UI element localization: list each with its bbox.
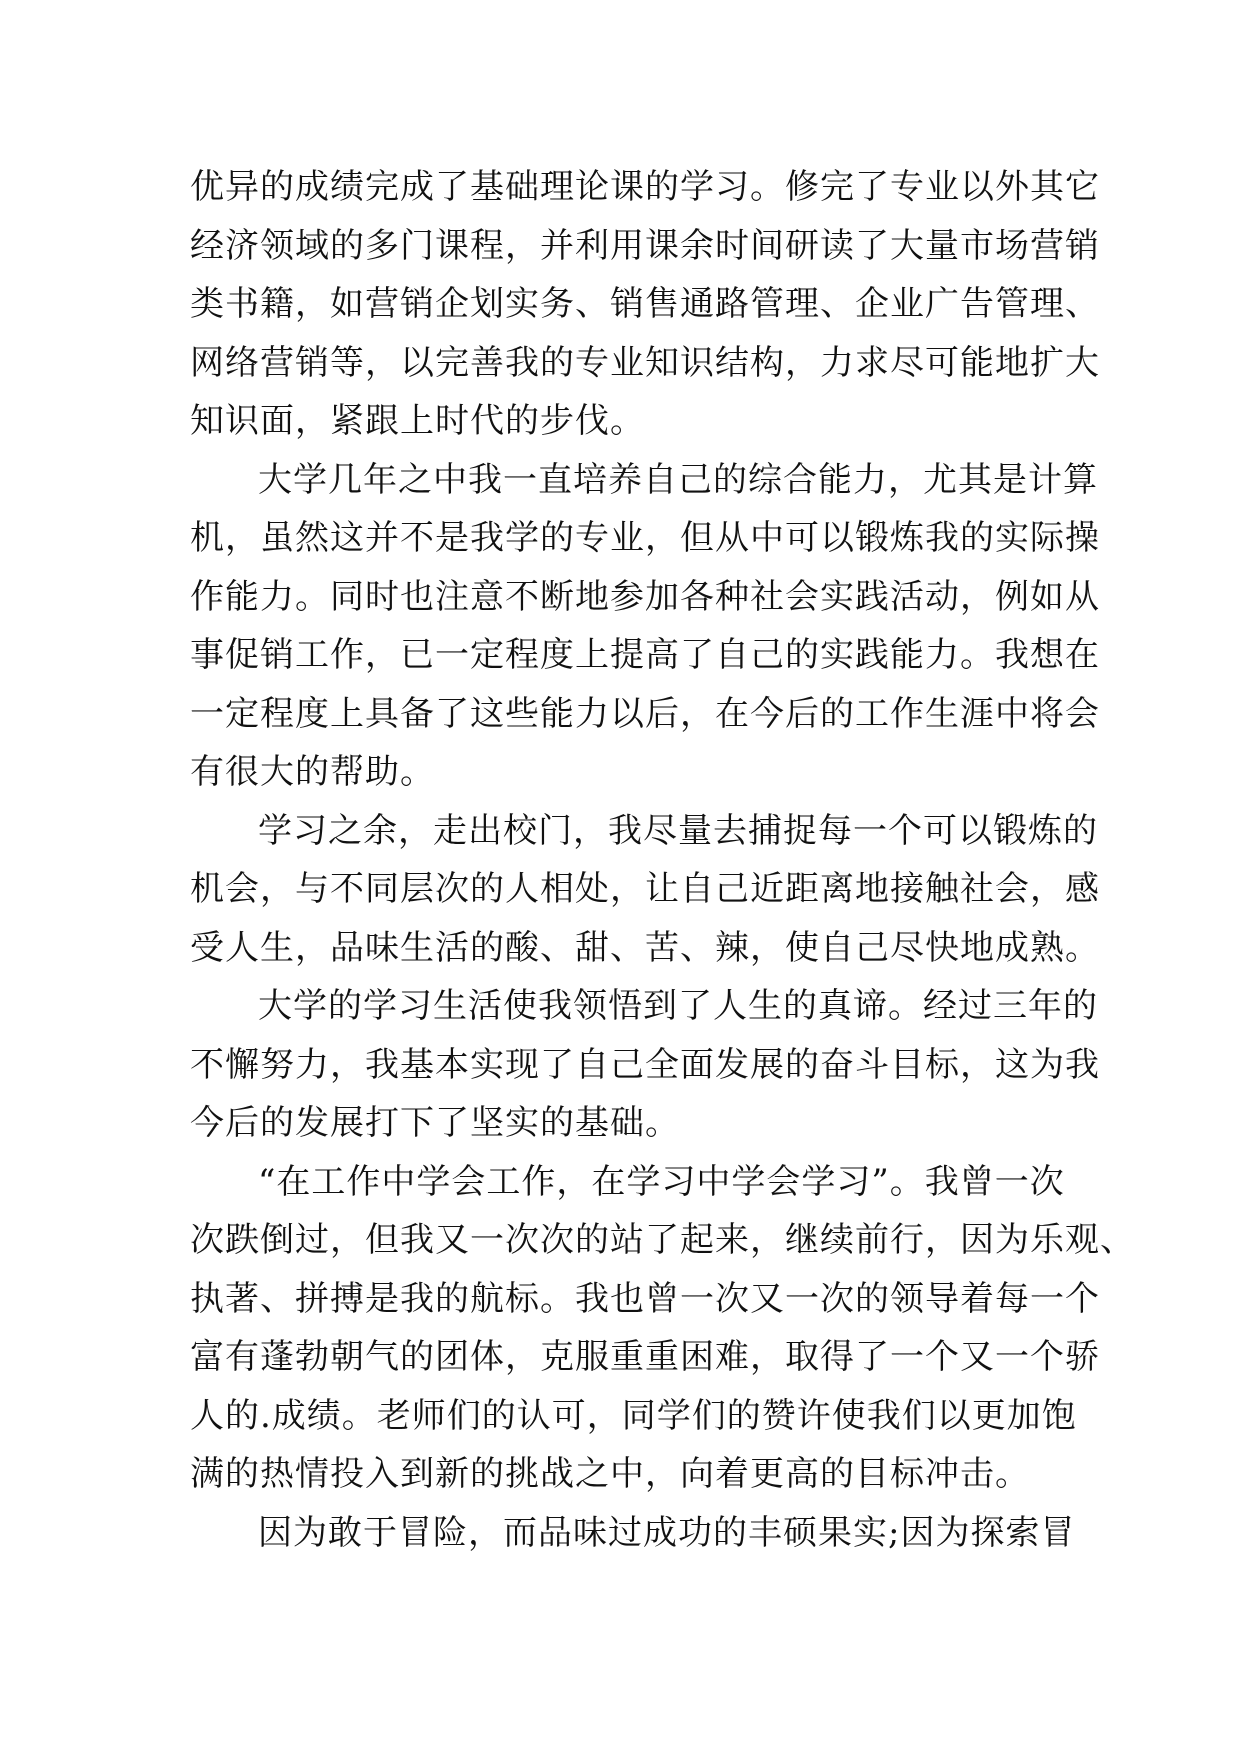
text-line: 类书籍，如营销企划实务、销售通路管理、企业广告管理、 (190, 284, 1100, 324)
text-line: 一定程度上具备了这些能力以后，在今后的工作生涯中将会 (190, 693, 1100, 734)
paragraph-first-line: 因为敢于冒险，而品味过成功的丰硕果实;因为探索冒 (258, 1512, 1076, 1553)
paragraph-first-line: 大学几年之中我一直培养自己的综合能力，尤其是计算 (258, 459, 1098, 500)
paragraph-first-line: “在工作中学会工作，在学习中学会学习”。我曾一次 (258, 1161, 1065, 1202)
text-line: 富有蓬勃朝气的团体，克服重重困难，取得了一个又一个骄 (190, 1337, 1100, 1377)
document-body (190, 158, 1135, 1562)
text-line: 知识面，紧跟上时代的步伐。 (190, 401, 645, 441)
paragraph-first-line: 学习之余，走出校门，我尽量去捕捉每一个可以锻炼的 (258, 810, 1098, 851)
text-line: 满的热情投入到新的挑战之中，向着更高的目标冲击。 (190, 1454, 1030, 1494)
text-line: 执著、拼搏是我的航标。我也曾一次又一次的领导着每一个 (190, 1278, 1100, 1319)
text-line: 今后的发展打下了坚实的基础。 (190, 1103, 680, 1143)
paragraph-first-line: 大学的学习生活使我领悟到了人生的真谛。经过三年的 (258, 986, 1098, 1026)
text-line: 人的.成绩。老师们的认可，同学们的赞许使我们以更加饱 (190, 1395, 1077, 1436)
text-line: 机，虽然这并不是我学的专业，但从中可以锻炼我的实际操 (190, 518, 1100, 558)
text-line: 有很大的帮助。 (190, 752, 435, 792)
text-line: 不懈努力，我基本实现了自己全面发展的奋斗目标，这为我 (190, 1044, 1100, 1085)
text-line: 事促销工作，已一定程度上提高了自己的实践能力。我想在 (190, 635, 1100, 675)
text-line: 次跌倒过，但我又一次次的站了起来，继续前行，因为乐观、 (190, 1220, 1135, 1260)
text-line: 优异的成绩完成了基础理论课的学习。修完了专业以外其它 (190, 167, 1100, 207)
text-line: 作能力。同时也注意不断地参加各种社会实践活动，例如从 (190, 576, 1100, 617)
text-line: 机会，与不同层次的人相处，让自己近距离地接触社会，感 (190, 869, 1100, 909)
text-line: 经济领域的多门课程，并利用课余时间研读了大量市场营销 (190, 225, 1100, 266)
text-line: 网络营销等，以完善我的专业知识结构，力求尽可能地扩大 (190, 342, 1100, 383)
text-line: 受人生，品味生活的酸、甜、苦、辣，使自己尽快地成熟。 (190, 927, 1100, 968)
